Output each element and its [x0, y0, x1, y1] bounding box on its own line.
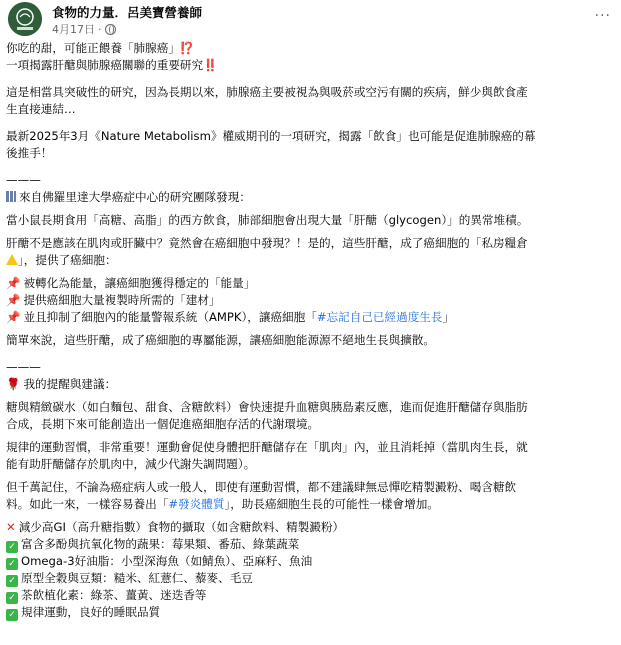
post-text: 當小鼠長期食用「高糖、高脂」的西方飲食，肺部細胞會出現大量「肝醣（glycogen）」的異常堆積。: [6, 213, 529, 227]
more-options-icon[interactable]: ···: [594, 8, 611, 24]
check-mark-icon: ✓: [6, 541, 18, 553]
post-text: Omega-3好油脂：小型深海魚（如鯖魚）、亞麻籽、魚油: [21, 554, 313, 568]
list-item: [6, 587, 616, 604]
post-text: 肝醣不是應該在肌肉或肝臟中？竟然會在癌細胞中發現？！是的，這些肝醣，成了癌細胞的「私房糧倉: [6, 236, 528, 250]
list-item: [6, 275, 616, 292]
post-line: [6, 252, 616, 269]
post-text: 合成，長期下來可能創造出一個促進癌細胞存活的代謝環境。: [6, 417, 320, 431]
post-text: 生直接連結…: [6, 102, 76, 116]
list-item: [6, 292, 616, 309]
pushpin-icon: 📌: [6, 293, 21, 307]
post-text: 一項揭露肝醣與肺腺癌關聯的重要研究: [6, 58, 204, 72]
list-item: [6, 536, 616, 553]
post-text: 提供癌細胞大量複製時所需的「建材」: [23, 293, 221, 307]
post-text: 料。如此一來，一樣容易養出「: [6, 497, 169, 511]
post-meta: [52, 21, 116, 37]
post-text: 這是相當具突破性的研究，因為長期以來，肺腺癌主要被視為與吸菸或空污有關的疾病，鮮少與飲食產: [6, 85, 528, 99]
list-item: [6, 309, 616, 326]
post-text: 並且抑制了細胞內的能量警報系統（AMPK），讓癌細胞「: [23, 310, 317, 324]
divider: ———: [6, 360, 41, 374]
rose-icon: 🌹: [6, 377, 21, 391]
post-text: 能有助肝醣儲存於肌肉中，減少代謝失調問題）。: [6, 457, 256, 471]
globe-icon: [105, 24, 116, 35]
post-text: 」: [442, 310, 455, 324]
interrobang-icon: ⁉️: [179, 41, 195, 55]
check-mark-icon: ✓: [6, 609, 18, 621]
post-text: 規律的運動習慣，非常重要！運動會促使身體把肝醣儲存在「肌肉」內，並且消耗掉（當肌肉生長，就: [6, 440, 528, 454]
post-line: [6, 40, 616, 57]
post-text: 減少高GI（高升糖指數）食物的攝取（如含糖飲料、精製澱粉）: [18, 520, 345, 534]
post-text: 」，提供了癌細胞：: [18, 253, 117, 267]
page-name-link[interactable]: 食物的力量．呂美寶營養師: [52, 5, 203, 20]
meta-separator: ·: [98, 22, 102, 36]
post-text: 糖與精緻碳水（如白麵包、甜食、含糖飲料）會快速提升血糖與胰島素反應，進而促進肝醣儲存與脂肪: [6, 400, 528, 414]
hashtag-link[interactable]: #忘記自己已經過度生長: [316, 310, 443, 324]
list-item: [6, 553, 616, 570]
post-date[interactable]: 4月17日: [52, 23, 95, 36]
check-mark-icon: ✓: [6, 575, 18, 587]
post-text: 我的提醒與建議：: [23, 377, 117, 391]
post-text: 來自佛羅里達大學癌症中心的研究團隊發現：: [19, 190, 251, 204]
post-header: [0, 0, 621, 40]
post-text: 」，助長癌細胞生長的可能性一樣會增加。: [224, 497, 439, 511]
check-mark-icon: ✓: [6, 592, 18, 604]
list-item: [6, 604, 616, 621]
cross-mark-icon: ✕: [6, 520, 16, 534]
divider: ———: [6, 173, 41, 187]
warning-icon: [6, 254, 18, 265]
post-line: [6, 376, 616, 393]
post-body: [6, 40, 616, 621]
post-text: 被轉化為能量，讓癌細胞獲得穩定的「能量」: [23, 276, 256, 290]
post-line: [6, 57, 616, 74]
post-text: 簡單來說，這些肝醣，成了癌細胞的專屬能源，讓癌細胞能源源不絕地生長與擴散。: [6, 333, 435, 347]
page-avatar[interactable]: [8, 2, 42, 36]
double-exclamation-icon: ‼️: [203, 58, 218, 72]
post-text: 但千萬記住，不論為癌症病人或一般人，即使有運動習慣，都不建議肆無忌憚吃精製澱粉、喝含糖飲: [6, 480, 517, 494]
post-text: 最新2025年3月《Nature Metabolism》權威期刊的一項研究，揭露「飲食」也可能是促進肺腺癌的幕: [6, 129, 536, 143]
list-item: [6, 519, 616, 536]
post-text: 你吃的甜，可能正餵養「肺腺癌」: [6, 41, 180, 55]
bar-chart-icon: [6, 191, 16, 202]
pushpin-icon: 📌: [6, 276, 21, 290]
post-line: [6, 496, 616, 513]
post-text: 規律運動，良好的睡眠品質: [21, 605, 161, 619]
pushpin-icon: 📌: [6, 310, 21, 324]
post-text: 原型全穀與豆類：糙米、紅薏仁、藜麥、毛豆: [21, 571, 253, 585]
post-text: 後推手！: [6, 146, 53, 160]
post-text: 富含多酚與抗氧化物的蔬果：莓果類、番茄、綠葉蔬菜: [21, 537, 300, 551]
check-mark-icon: ✓: [6, 558, 18, 570]
post-line: [6, 189, 616, 206]
list-item: [6, 570, 616, 587]
hashtag-link[interactable]: #發炎體質: [168, 497, 225, 511]
post-text: 茶飲植化素：綠茶、薑黃、迷迭香等: [21, 588, 207, 602]
